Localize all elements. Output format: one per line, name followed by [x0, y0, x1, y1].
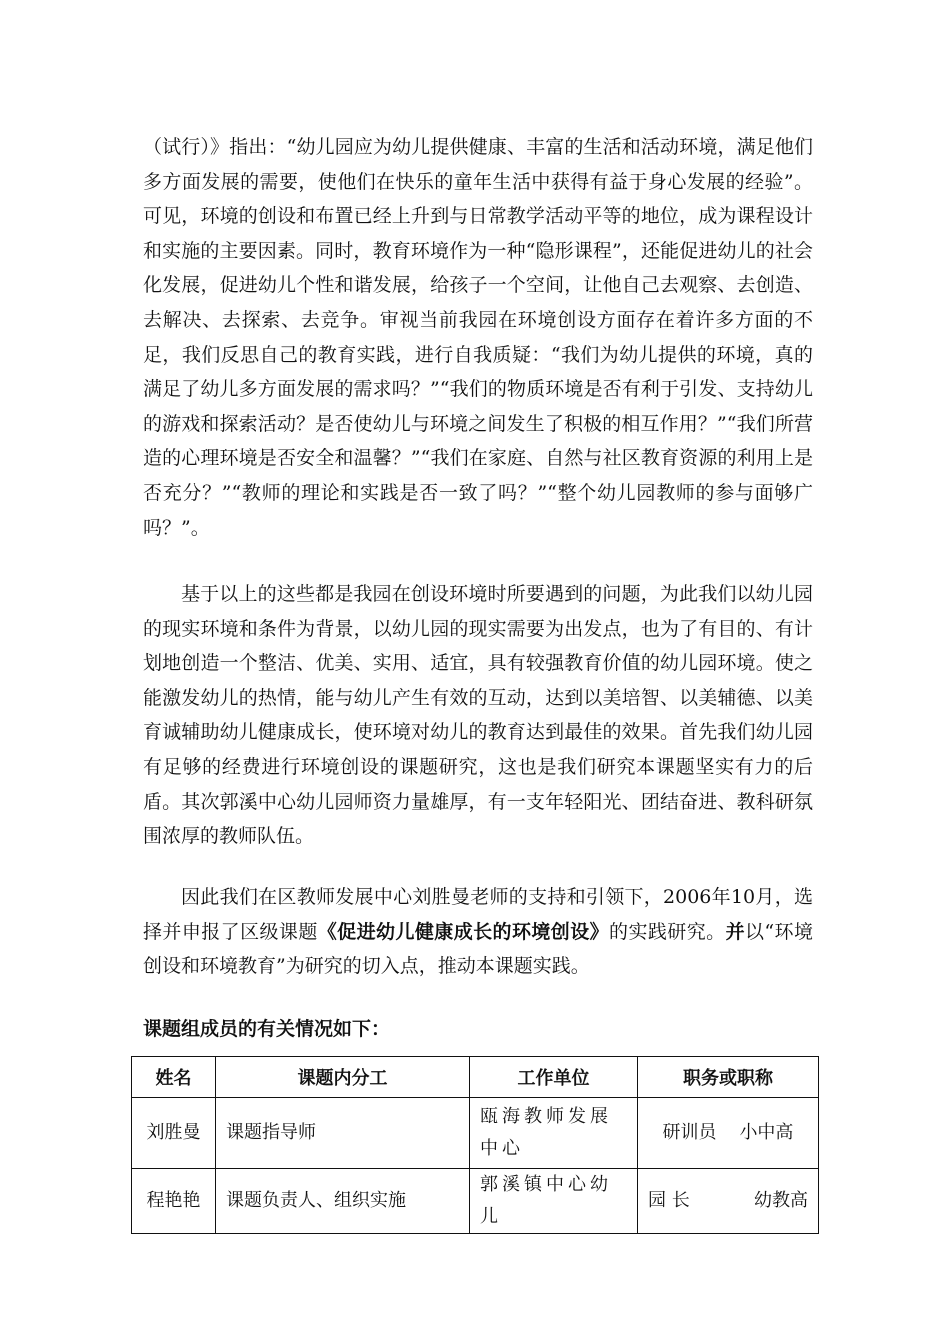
- paragraph-project-text-b: 的实践研究。: [609, 920, 726, 943]
- member-role: 课题指导师: [216, 1098, 470, 1169]
- header-role: 课题内分工: [216, 1057, 470, 1098]
- member-title: [638, 1098, 819, 1169]
- member-title-position: 园 长: [648, 1190, 690, 1211]
- member-role: 课题负责人、组织实施: [216, 1169, 470, 1234]
- paragraph-background: 基于以上的这些都是我园在创设环境时所要遇到的问题，为此我们以幼儿园的现实环境和条件为背景，以幼儿园的现实需要为出发点，也为了有目的、有计划地创造一个整洁、优美、实用、适宜，具有较强教育价值的幼儿园环境。使之能激发幼儿的热情，能与幼儿产生有效的互动，达到以美培智、以美辅德、以美育诚辅助幼儿健康成长，使环境对幼儿的教育达到最佳的效果。首先我们幼儿园有足够的经费进行环境创设的课题研究，这也是我们研究本课题坚实有力的后盾。其次郭溪中心幼儿园师资力量雄厚，有一支年轻阳光、团结奋进、教科研氛围浓厚的教师队伍。: [143, 583, 813, 848]
- member-title-position: 研训员: [662, 1122, 717, 1143]
- member-unit: 瓯海教师发展中心: [470, 1098, 638, 1169]
- paragraph-project-bold-char: 并: [725, 920, 745, 943]
- header-unit: 工作单位: [470, 1057, 638, 1098]
- table-header-row: [132, 1057, 819, 1098]
- table-row: [132, 1169, 819, 1234]
- member-title: [638, 1169, 819, 1234]
- member-name: 刘胜曼: [132, 1098, 216, 1169]
- header-name: 姓名: [132, 1057, 216, 1098]
- paragraph-project-text-c: 以“环境创设和环境教育”为研究的切入点，推动本课题实践。: [143, 920, 813, 978]
- paragraph-intro: （试行）》指出：“幼儿园应为幼儿提供健康、丰富的生活和活动环境，满足他们多方面发展的需要，使他们在快乐的童年生活中获得有益于身心发展的经验”。可见，环境的创设和布置已经上升到与日常教学活动平等的地位，成为课程设计和实施的主要因素。同时，教育环境作为一种“隐形课程”，还能促进幼儿的社会化发展，促进幼儿个性和谐发展，给孩子一个空间，让他自己去观察、去创造、去解决、去探索、去竞争。审视当前我园在环境创设方面存在着许多方面的不足，我们反思自己的教育实践，进行自我质疑：“我们为幼儿提供的环境，真的满足了幼儿多方面发展的需求吗？”“我们的物质环境是否有利于引发、支持幼儿的游戏和探索活动？是否使幼儿与环境之间发生了积极的相互作用？”“我们所营造的心理环境是否安全和温馨？”“我们在家庭、自然与社区教育资源的利用上是否充分？”“教师的理论和实践是否一致了吗？”“整个幼儿园教师的参与面够广吗？”。: [143, 136, 813, 539]
- paragraph-project: [143, 880, 813, 984]
- members-table-heading: 课题组成员的有关情况如下：: [143, 1018, 391, 1040]
- project-title: 《促进幼儿健康成长的环境创设》: [317, 920, 610, 943]
- paragraph-project-text-a: 因此我们在区教师发展中心刘胜曼老师的支持和引领下，2006年10月，选择并申报了区级课题: [143, 886, 813, 943]
- table-row: [132, 1098, 819, 1169]
- member-title-rank: 幼教高: [754, 1190, 808, 1211]
- header-title: 职务或职称: [638, 1057, 819, 1098]
- members-table: [131, 1056, 819, 1234]
- member-unit: 郭溪镇中心幼儿: [470, 1169, 638, 1234]
- member-name: 程艳艳: [132, 1169, 216, 1234]
- member-title-rank: 小中高: [739, 1122, 794, 1143]
